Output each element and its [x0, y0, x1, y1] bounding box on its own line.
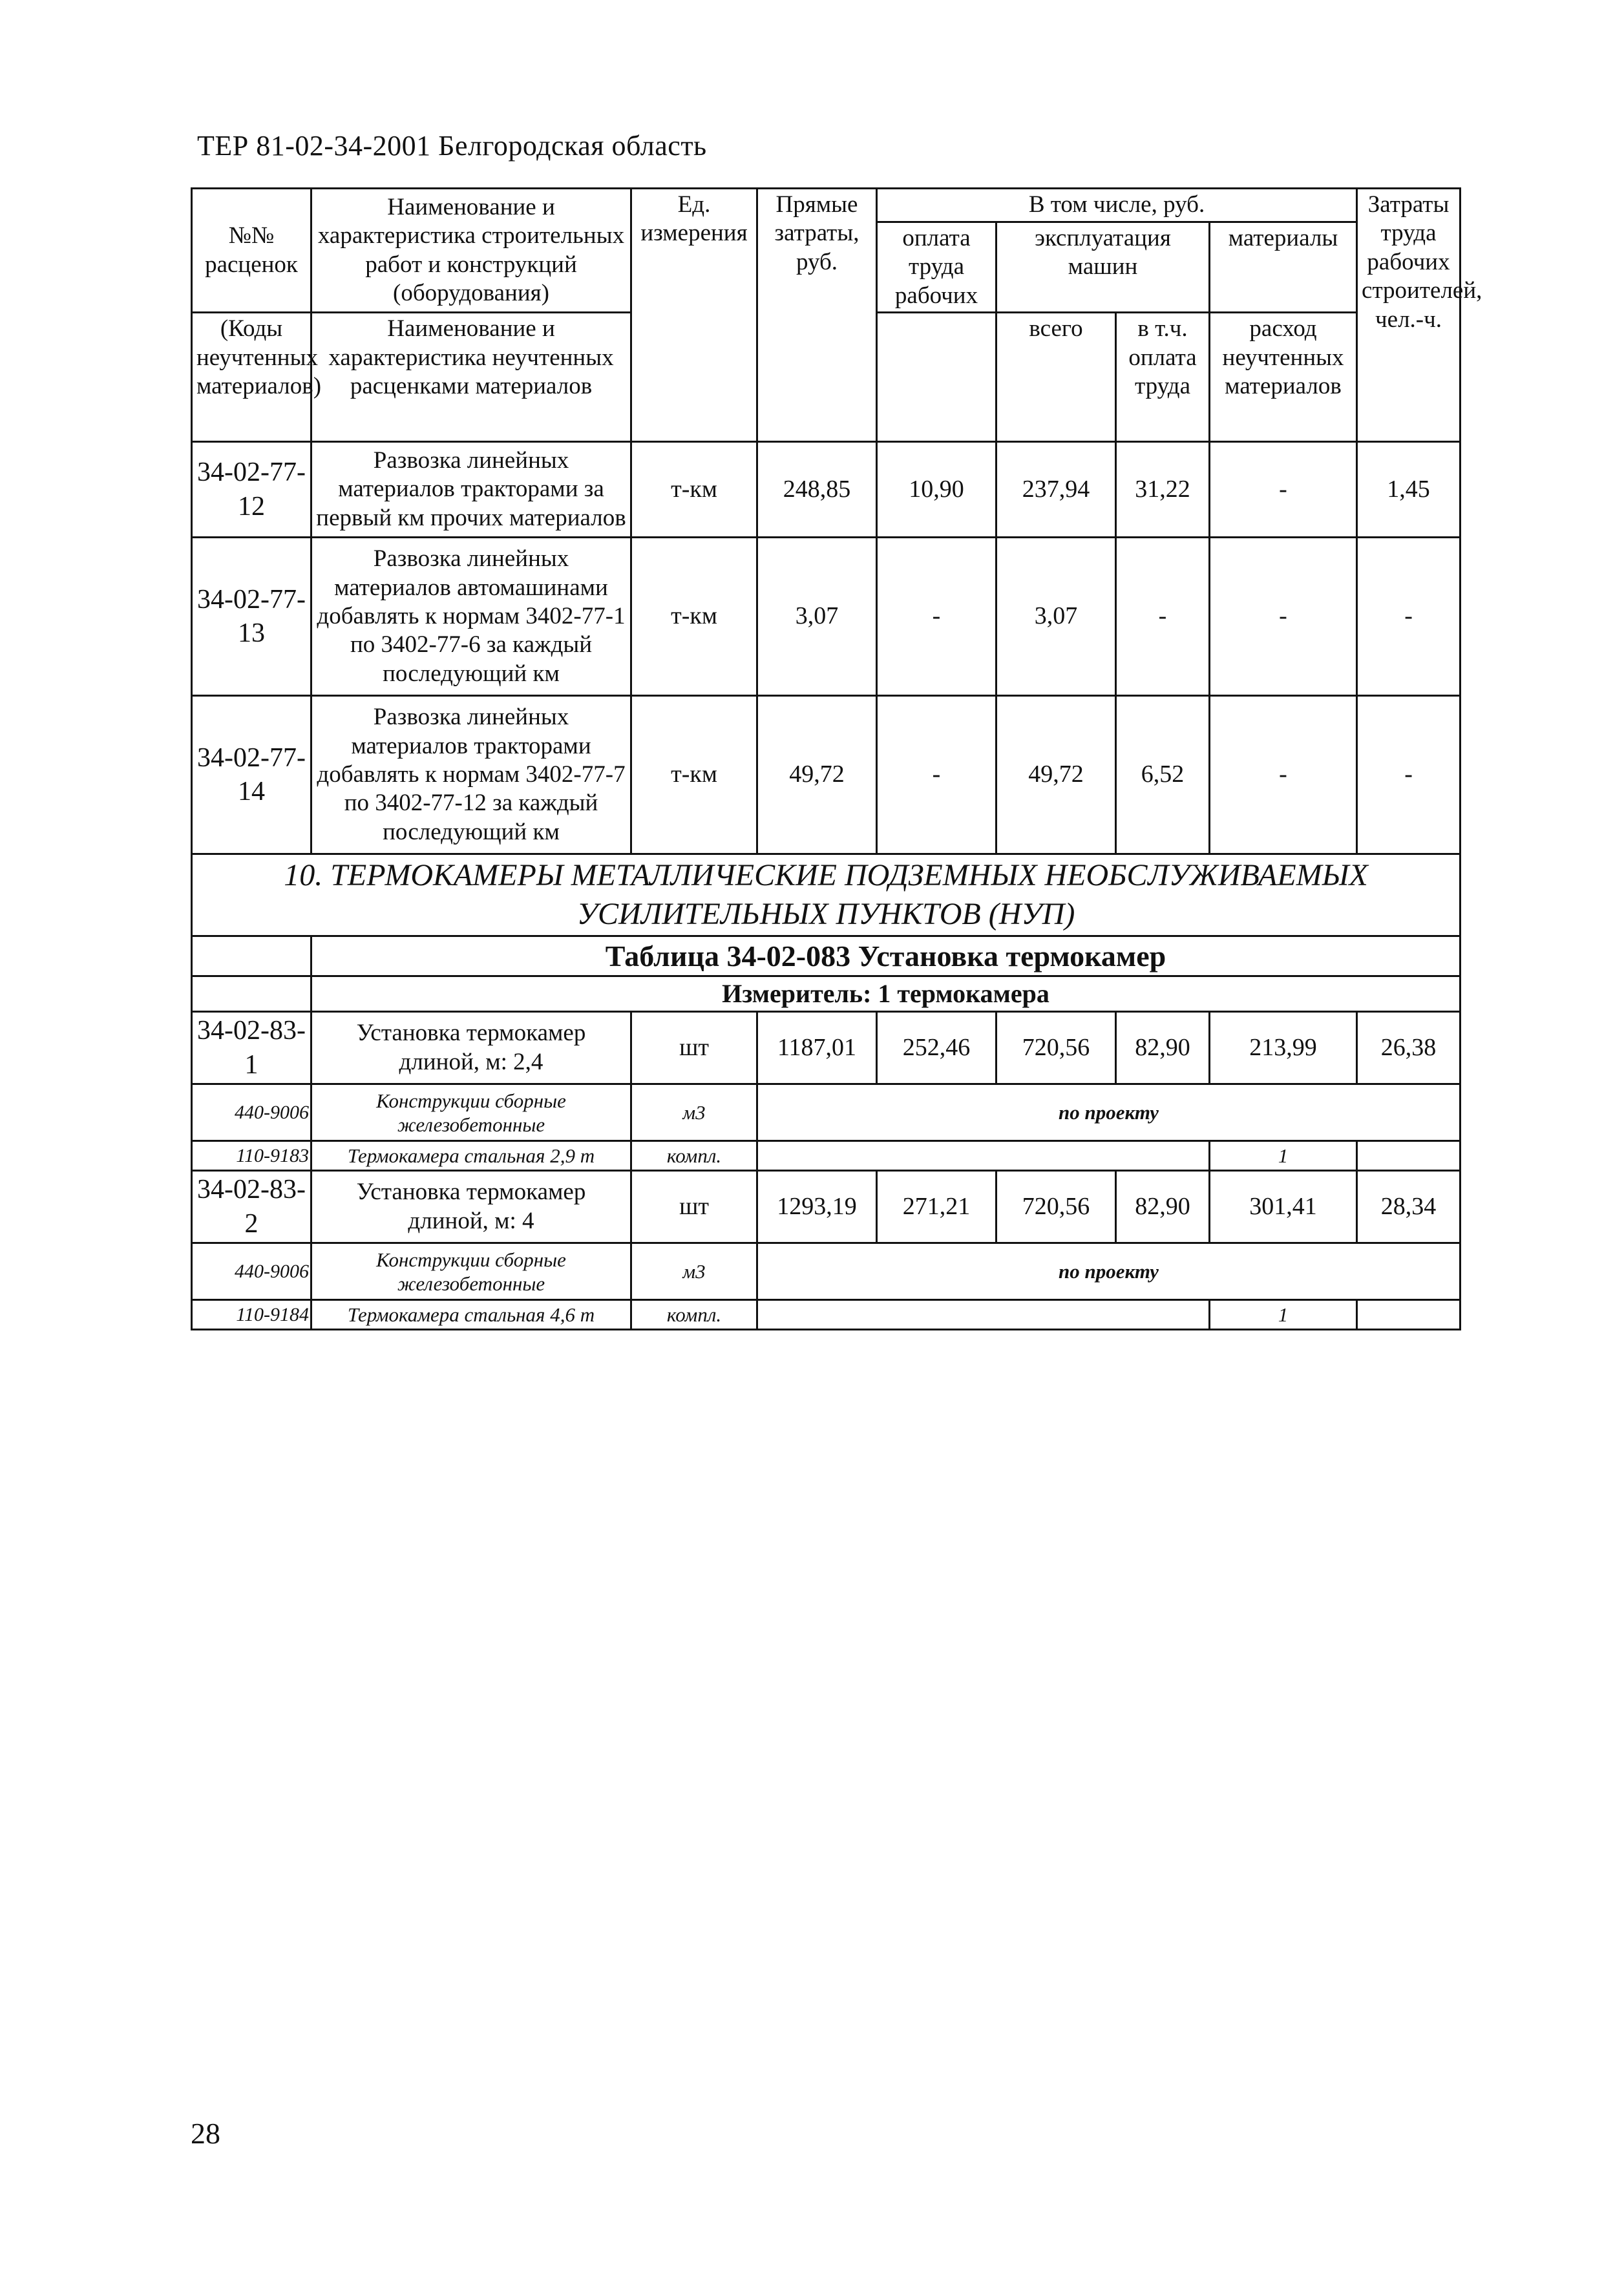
- page-header: ТЕР 81-02-34-2001 Белгородская область: [197, 130, 707, 162]
- price-table: [191, 187, 1482, 1330]
- col-incl-header: В том числе, руб.: [877, 189, 1357, 222]
- col-labor-cost-header: Затраты труда рабочих строителей, чел.-ч.: [1357, 189, 1461, 442]
- table-row: 34-02-77-14 Развозка линейных материалов тракторами добавлять к нормам 3402-77-7 по 3402-77-12 за каждый последующий км т-км 49,72 - 49,72 6,52 - -: [192, 696, 1461, 854]
- col-name-header: Наименование и характеристика строительных работ и конструкций (оборудования): [311, 189, 631, 313]
- table-row: 34-02-77-12 Развозка линейных материалов тракторами за первый км прочих материалов т-км 248,85 10,90 237,94 31,22 - 1,45: [192, 442, 1461, 538]
- col-total-header: всего: [997, 313, 1116, 442]
- col-incl-labor-header: в т.ч. оплата труда: [1116, 313, 1210, 442]
- col-name-sub-header: Наименование и характеристика неучтенных расценками материалов: [311, 313, 631, 442]
- col-code-sub-header: (Коды неучтенных материалов): [192, 313, 311, 442]
- col-materials-header: материалы: [1210, 222, 1357, 313]
- meter: Измеритель: 1 термокамера: [311, 976, 1461, 1012]
- col-machines-header: эксплуатация машин: [997, 222, 1210, 313]
- table-row: 34-02-83-1 Установка термокамер длиной, м: 2,4 шт 1187,01 252,46 720,56 82,90 213,99 26,38: [192, 1012, 1461, 1084]
- table-title: Таблица 34-02-083 Установка термокамер: [311, 936, 1461, 976]
- section-title: 10. ТЕРМОКАМЕРЫ МЕТАЛЛИЧЕСКИЕ ПОДЗЕМНЫХ НЕОБСЛУЖИВАЕМЫХ УСИЛИТЕЛЬНЫХ ПУНКТОВ (НУП): [192, 854, 1461, 936]
- col-labor-pay-header: оплата труда рабочих: [877, 222, 997, 313]
- table-row: 34-02-83-2 Установка термокамер длиной, м: 4 шт 1293,19 271,21 720,56 82,90 301,41 28,34: [192, 1171, 1461, 1243]
- material-row: 440-9006 Конструкции сборные железобетонные м3 по проекту: [192, 1084, 1461, 1141]
- table-row: 34-02-77-13 Развозка линейных материалов автомашинами добавлять к нормам 3402-77-1 по 3402-77-6 за каждый последующий км т-км 3,07 - 3,07 - - -: [192, 538, 1461, 696]
- col-unit-header: Ед. измерения: [631, 189, 757, 442]
- material-row: 110-9183 Термокамера стальная 2,9 т компл. 1: [192, 1141, 1461, 1171]
- material-row: 440-9006 Конструкции сборные железобетонные м3 по проекту: [192, 1243, 1461, 1300]
- material-row: 110-9184 Термокамера стальная 4,6 т компл. 1: [192, 1300, 1461, 1330]
- col-mat-consumption-header: расход неучтенных материалов: [1210, 313, 1357, 442]
- page-number: 28: [191, 2117, 220, 2150]
- col-direct-header: Прямые затраты, руб.: [757, 189, 877, 442]
- col-code-header: №№ расценок: [192, 189, 311, 313]
